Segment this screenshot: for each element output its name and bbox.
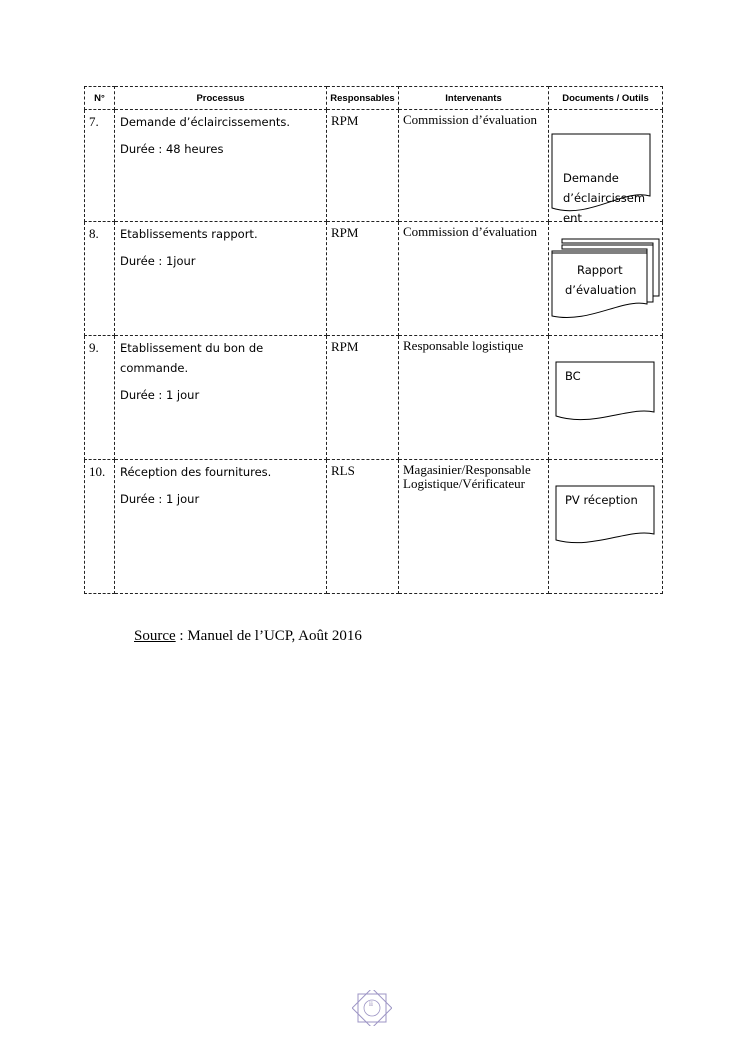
responsable: RLS: [331, 463, 355, 478]
document-label-line: Demande: [563, 171, 619, 185]
header-processus: Processus: [115, 87, 327, 110]
header-documents: Documents / Outils: [549, 87, 663, 110]
page-number: ii: [369, 1000, 373, 1008]
row-number: 7.: [89, 114, 99, 129]
responsable: RPM: [331, 225, 359, 240]
document-label-line: ent: [563, 211, 582, 225]
responsable: RPM: [331, 113, 359, 128]
document-cell: [549, 460, 663, 594]
process-title: Réception des fournitures.: [120, 465, 272, 479]
table-row: [85, 460, 663, 594]
header-intervenants: Intervenants: [399, 87, 549, 110]
document-cell: [549, 110, 663, 225]
source-label: Source: [134, 628, 176, 644]
process-title: Demande d’éclaircissements.: [120, 115, 291, 129]
table-header-row: [85, 87, 663, 110]
source-citation: [134, 628, 362, 645]
process-duration: Durée : 1 jour: [120, 492, 200, 506]
document-label: PV réception: [565, 493, 638, 507]
source-text: : Manuel de l’UCP, Août 2016: [175, 628, 362, 644]
document-label-line: d’évaluation: [565, 283, 637, 297]
row-number: 10.: [89, 464, 106, 479]
intervenant-line: Magasinier/Responsable: [403, 462, 531, 477]
document-symbol-icon: [549, 460, 663, 594]
row-number: 8.: [89, 226, 99, 241]
document-label-line: d’éclaircissem: [563, 191, 646, 205]
intervenant: Commission d’évaluation: [403, 224, 537, 239]
document-cell: [549, 336, 663, 460]
process-title: Etablissements rapport.: [120, 227, 258, 241]
intervenant-line: Logistique/Vérificateur: [403, 476, 526, 491]
process-title: Etablissement du bon de commande.: [120, 341, 264, 375]
row-number: 9.: [89, 340, 99, 355]
table-row: [85, 336, 663, 460]
process-duration: Durée : 48 heures: [120, 142, 224, 156]
intervenant: Responsable logistique: [403, 338, 524, 353]
document-symbol-icon: [549, 336, 663, 460]
header-n: N°: [85, 87, 115, 110]
document-cell: [549, 222, 663, 336]
header-responsables: Responsables: [327, 87, 399, 110]
footer-ornament-icon: [352, 990, 392, 1026]
table-row: [85, 222, 663, 336]
table-row: [85, 110, 663, 222]
document-label-line: Rapport: [577, 263, 623, 277]
process-duration: Durée : 1 jour: [120, 388, 200, 402]
process-duration: Durée : 1jour: [120, 254, 196, 268]
process-table: [84, 86, 663, 594]
responsable: RPM: [331, 339, 359, 354]
document-label: BC: [565, 369, 581, 383]
intervenant: Commission d’évaluation: [403, 112, 537, 127]
